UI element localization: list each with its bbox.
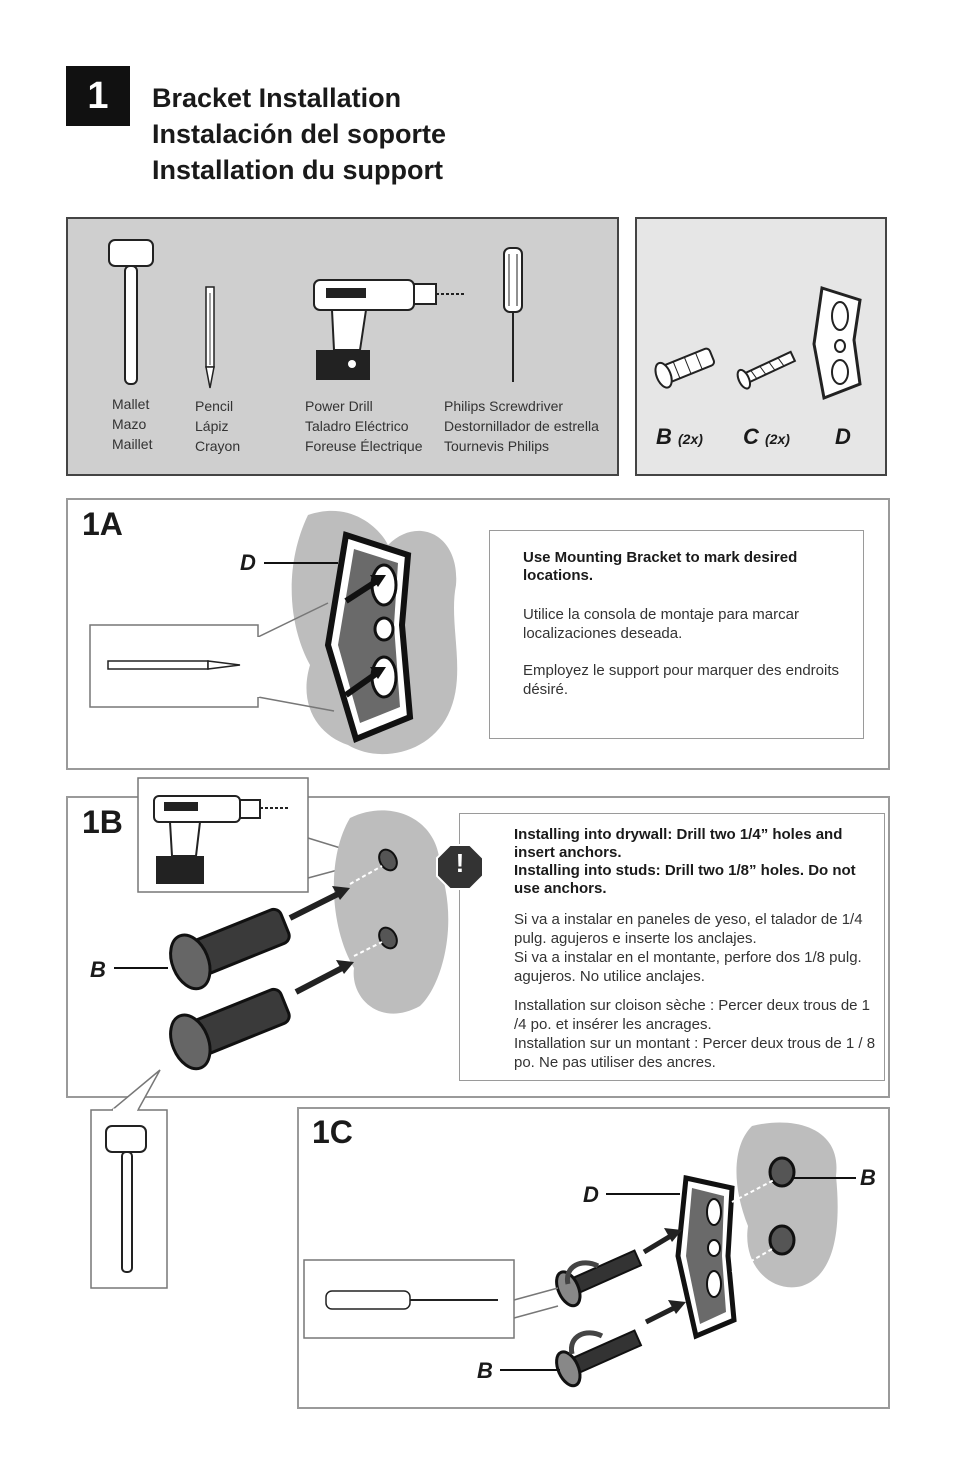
- part-label-b: B (2x): [656, 424, 703, 449]
- title-en: Bracket Installation: [152, 83, 402, 113]
- anchor-icon: [650, 344, 718, 390]
- tool-label-mallet: Mallet Mazo Maillet: [112, 396, 153, 452]
- instruction-studs-en: Installing into studs: Drill two 1/8” holes. Do not use anchors.: [514, 862, 856, 897]
- screw-icon: [730, 346, 802, 394]
- tool-label-drill: Power Drill Taladro Eléctrico Foreuse Électrique: [305, 398, 423, 454]
- screw-bracket-assembly-illustration: [302, 1116, 882, 1396]
- instruction-drywall-es: Si va a instalar en paneles de yeso, el talador de 1/4 pulg. agujeros e inserte los anclajes.: [514, 911, 863, 947]
- drywall-anchor-illustration: [110, 778, 460, 1078]
- section-1a-label: 1A: [82, 506, 123, 542]
- instruction-studs-es: Si va a instalar en el montante, perfore dos 1/8 pulg. agujeros. No utilice anclajes.: [514, 949, 862, 985]
- callout-d-1a: D: [240, 550, 256, 575]
- section-1c-label: 1C: [312, 1114, 353, 1150]
- mallet-icon: [105, 238, 157, 388]
- instruction-fr-1a: Employez le support pour marquer des endroits désiré.: [523, 662, 839, 698]
- section-1b-label: 1B: [82, 804, 123, 840]
- title-es: Instalación del soporte: [152, 119, 447, 149]
- screwdriver-icon: [502, 246, 524, 386]
- instruction-studs-fr: Installation sur un montant : Percer deux trous de 1 / 8 po. Ne pas utiliser des ancres.: [514, 1035, 876, 1071]
- mallet-callout-illustration: [90, 1070, 170, 1292]
- callout-b-1c-bottom: B: [477, 1358, 493, 1383]
- part-label-d: D: [835, 424, 851, 449]
- instruction-en-1a: Use Mounting Bracket to mark desired locations.: [523, 549, 798, 584]
- instruction-es-1a: Utilice la consola de montaje para marcar localizaciones deseada.: [523, 606, 799, 642]
- pencil-icon: [203, 285, 217, 391]
- instruction-drywall-fr: Installation sur cloison sèche : Percer deux trous de 1 /4 po. et insérer les ancrages.: [514, 997, 871, 1033]
- step-title: [152, 80, 446, 188]
- bracket-icon: [808, 284, 866, 402]
- part-label-c: C (2x): [743, 424, 790, 449]
- callout-b-1c-top: B: [860, 1165, 876, 1190]
- callout-d-1c: D: [583, 1182, 599, 1207]
- tool-label-pencil: Pencil Lápiz Crayon: [195, 398, 241, 454]
- wall-bracket-mark-illustration: [88, 505, 468, 763]
- info-box-1b: [459, 813, 885, 1081]
- callout-b-1b: B: [90, 957, 106, 982]
- title-fr: Installation du support: [152, 155, 443, 185]
- warning-symbol: !: [455, 848, 465, 878]
- tool-label-screwdriver: Philips Screwdriver Destornillador de estrella Tournevis Philips: [444, 398, 599, 454]
- power-drill-icon: [312, 276, 467, 384]
- step-number-badge: 1: [66, 66, 130, 126]
- instruction-drywall-en: Installing into drywall: Drill two 1/4” holes and insert anchors.: [514, 826, 843, 861]
- info-box-1a: [489, 530, 864, 739]
